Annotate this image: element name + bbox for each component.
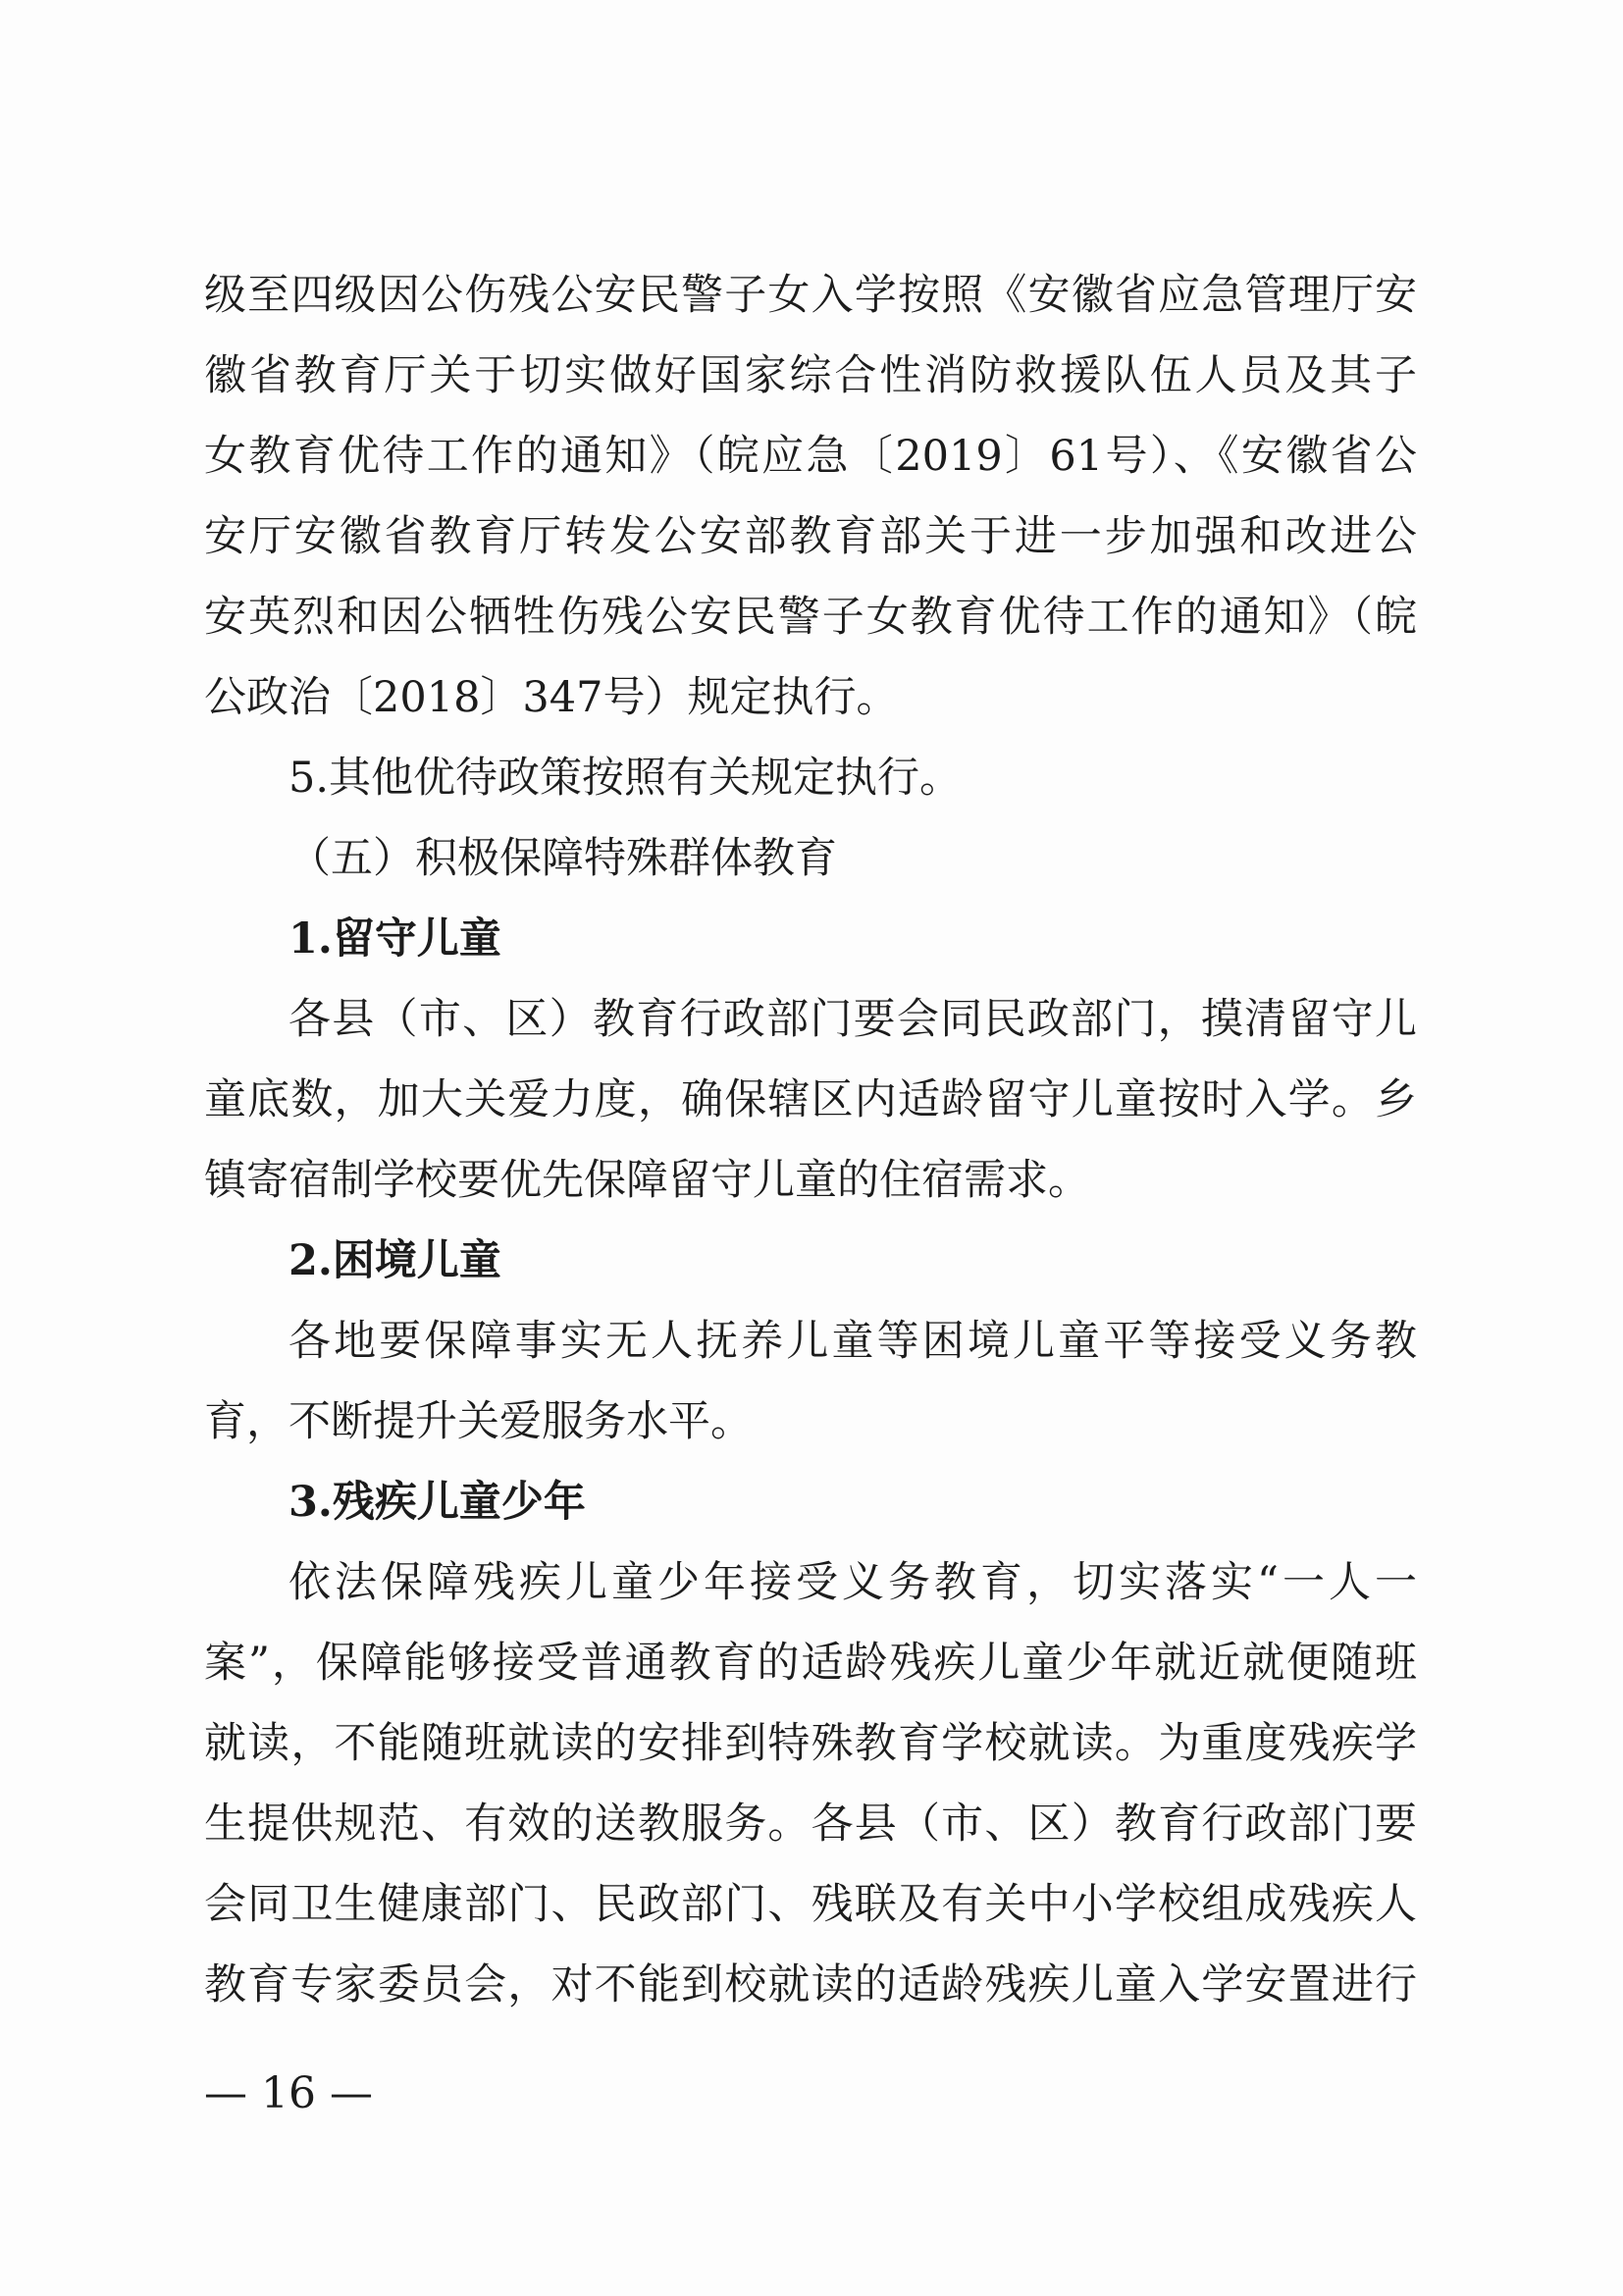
- text-line: 生提供规范、有效的送教服务。各县（市、区）教育行政部门要: [204, 1800, 1417, 1849]
- subsection-heading-disabled-children: 3.残疾儿童少年: [288, 1478, 586, 1527]
- paragraph-line: 5.其他优待政策按照有关规定执行。: [288, 754, 963, 803]
- text-line: 镇寄宿制学校要优先保障留守儿童的住宿需求。: [204, 1156, 1090, 1205]
- text-line: 徽省教育厅关于切实做好国家综合性消防救援队伍人员及其子: [204, 351, 1417, 400]
- subsection-heading-children-in-difficulty: 2.困境儿童: [288, 1236, 501, 1285]
- paragraph-line: 各县（市、区）教育行政部门要会同民政部门，摸清留守儿: [288, 995, 1417, 1044]
- page-number: — 16 —: [204, 2068, 373, 2118]
- text-line: 女教育优待工作的通知》（皖应急〔2019〕61号）、《安徽省公: [204, 432, 1417, 481]
- subsection-heading-left-behind-children: 1.留守儿童: [288, 914, 501, 964]
- text-line: 级至四级因公伤残公安民警子女入学按照《安徽省应急管理厅安: [204, 271, 1417, 320]
- text-line: 公政治〔2018〕347号）规定执行。: [204, 673, 899, 722]
- text-line: 育，不断提升关爱服务水平。: [204, 1397, 753, 1446]
- text-line: 会同卫生健康部门、民政部门、残联及有关中小学校组成残疾人: [204, 1880, 1417, 1929]
- text-line: 安英烈和因公牺牲伤残公安民警子女教育优待工作的通知》（皖: [204, 593, 1417, 642]
- paragraph-line: 依法保障残疾儿童少年接受义务教育，切实落实“一人一: [288, 1558, 1417, 1607]
- paragraph-line: 各地要保障事实无人抚养儿童等困境儿童平等接受义务教: [288, 1317, 1417, 1366]
- text-line: 就读，不能随班就读的安排到特殊教育学校就读。为重度残疾学: [204, 1719, 1417, 1768]
- text-line: 教育专家委员会，对不能到校就读的适龄残疾儿童入学安置进行: [204, 1960, 1417, 2009]
- document-body: [204, 255, 1417, 2025]
- section-heading: （五）积极保障特殊群体教育: [288, 834, 837, 883]
- text-line: 安厅安徽省教育厅转发公安部教育部关于进一步加强和改进公: [204, 512, 1417, 561]
- text-line: 案”，保障能够接受普通教育的适龄残疾儿童少年就近就便随班: [204, 1639, 1417, 1688]
- text-line: 童底数，加大关爱力度，确保辖区内适龄留守儿童按时入学。乡: [204, 1075, 1417, 1124]
